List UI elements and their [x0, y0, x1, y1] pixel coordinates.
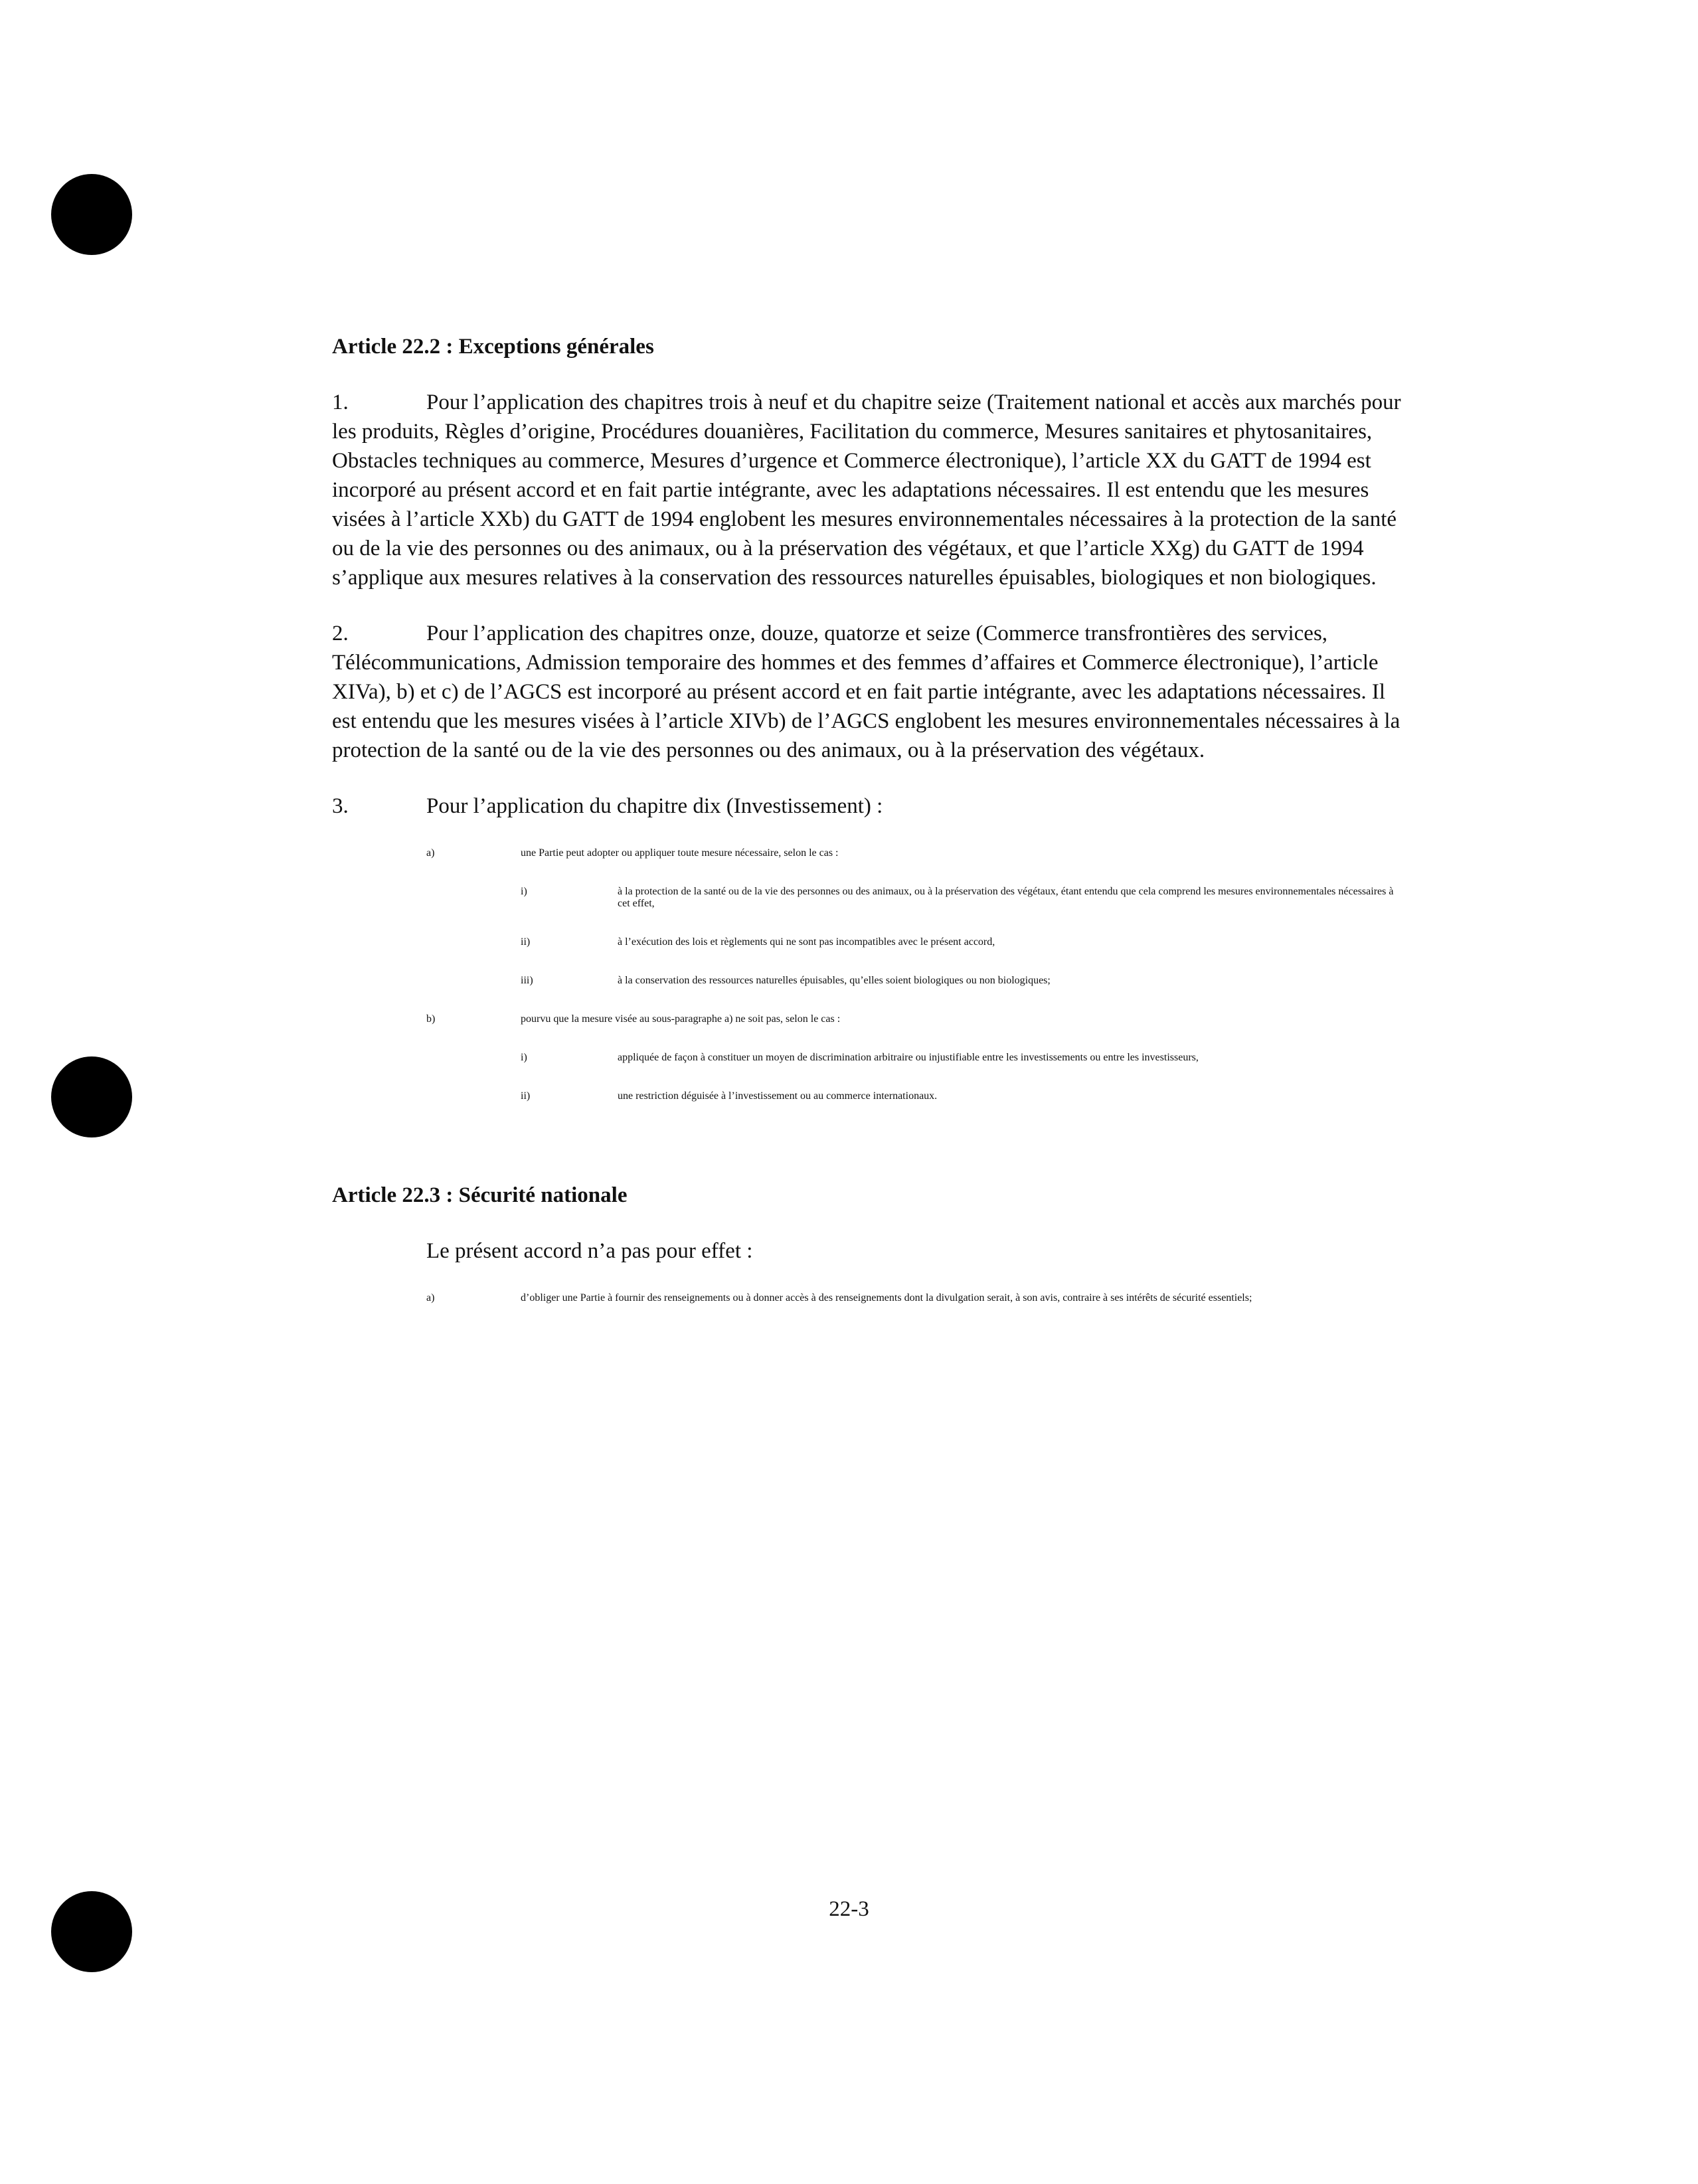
- subparagraph-a-i: [332, 886, 1408, 910]
- paragraph-2-number: 2.: [332, 622, 349, 645]
- subparagraph-a-i-text: à la protection de la santé ou de la vie des personnes ou des animaux, ou à la préservation des végétaux, étant entendu que cela comprend les mesures environnementales nécessaires à cet effet,: [618, 886, 1394, 909]
- subparagraph-b-label: b): [426, 1013, 436, 1025]
- subparagraph-b-i-text: appliquée de façon à constituer un moyen de discrimination arbitraire ou injustifiable entre les investissements ou entre les investisseurs,: [618, 1052, 1199, 1063]
- page-number: 22-3: [829, 1897, 869, 1921]
- subparagraph-a-i-label: i): [521, 886, 527, 897]
- paragraph-2: [332, 619, 1408, 765]
- subparagraph-a-ii-label: ii): [521, 936, 531, 948]
- paragraph-3-number: 3.: [332, 794, 349, 818]
- article-22-3-a-text: d’obliger une Partie à fournir des renseignements ou à donner accès à des renseignements dont la divulgation serait, à son avis, contraire à ses intérêts de sécurité essentiels;: [521, 1292, 1252, 1303]
- article-22-3-intro: Le présent accord n’a pas pour effet :: [426, 1239, 753, 1263]
- article-22-3-a-label: a): [426, 1292, 435, 1303]
- punch-hole-top: [51, 174, 132, 255]
- paragraph-2-text: Pour l’application des chapitres onze, douze, quatorze et seize (Commerce transfrontières des services, Télécommunications, Admission temporaire des hommes et des femmes d’affaires et Commerce électronique), l’article XIVa), b) et c) de l’AGCS est incorporé au présent accord et en fait partie intégrante, avec les adaptations nécessaires. Il est entendu que les mesures visées à l’article XIVb) de l’AGCS englobent les mesures environnementales nécessaires à la protection de la santé ou de la vie des personnes ou des animaux, ou à la préservation des végétaux.: [332, 622, 1401, 762]
- subparagraph-b-text: pourvu que la mesure visée au sous-paragraphe a) ne soit pas, selon le cas :: [521, 1013, 841, 1025]
- subparagraph-a-ii-text: à l’exécution des lois et règlements qui ne sont pas incompatibles avec le présent accord,: [618, 936, 995, 948]
- paragraph-3: [332, 792, 1408, 821]
- article-22-2-heading: Article 22.2 : Exceptions générales: [332, 335, 654, 359]
- subparagraph-b-ii: [332, 1090, 1408, 1102]
- subparagraph-b-i: [332, 1052, 1408, 1064]
- subparagraph-b-i-label: i): [521, 1052, 527, 1063]
- subparagraph-a-iii: [332, 975, 1408, 987]
- paragraph-1-number: 1.: [332, 390, 349, 414]
- document-body: [332, 332, 1408, 1304]
- subparagraph-a-iii-label: iii): [521, 975, 533, 986]
- article-22-3-heading: Article 22.3 : Sécurité nationale: [332, 1183, 628, 1207]
- subparagraph-b-ii-text: une restriction déguisée à l’investissement ou au commerce internationaux.: [618, 1090, 938, 1102]
- subparagraph-a-label: a): [426, 847, 435, 859]
- subparagraph-b-ii-label: ii): [521, 1090, 531, 1102]
- subparagraph-a-text: une Partie peut adopter ou appliquer toute mesure nécessaire, selon le cas :: [521, 847, 839, 859]
- subparagraph-a-ii: [332, 936, 1408, 948]
- article-22-3-subparagraph-a: [332, 1292, 1408, 1304]
- subparagraph-a-iii-text: à la conservation des ressources naturelles épuisables, qu’elles soient biologiques ou non biologiques;: [618, 975, 1051, 986]
- paragraph-1-text: Pour l’application des chapitres trois à neuf et du chapitre seize (Traitement national et accès aux marchés pour les produits, Règles d’origine, Procédures douanières, Facilitation du commerce, Mesures sanitaires et phytosanitaires, Obstacles techniques au commerce, Mesures d’urgence et Commerce électronique), l’article XX du GATT de 1994 est incorporé au présent accord et en fait partie intégrante, avec les adaptations nécessaires. Il est entendu que les mesures visées à l’article XXb) du GATT de 1994 englobent les mesures environnementales nécessaires à la protection de la santé ou de la vie des personnes ou des animaux, ou à la préservation des végétaux, et que l’article XXg) du GATT de 1994 s’applique aux mesures relatives à la conservation des ressources naturelles épuisables, biologiques et non biologiques.: [332, 390, 1401, 590]
- subparagraph-b: [332, 1013, 1408, 1025]
- subparagraph-a: [332, 847, 1408, 859]
- punch-hole-middle: [51, 1056, 132, 1137]
- paragraph-3-text: Pour l’application du chapitre dix (Investissement) :: [426, 794, 883, 818]
- paragraph-1: [332, 388, 1408, 592]
